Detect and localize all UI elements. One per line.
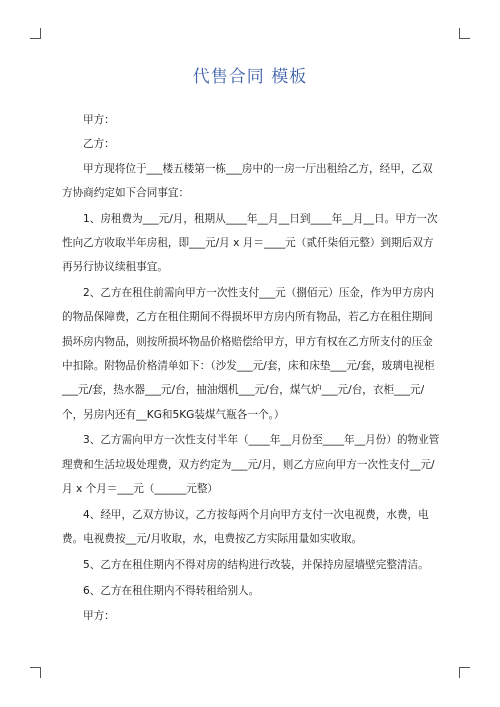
corner-mark-top-right [459, 28, 470, 39]
corner-mark-bottom-left [30, 667, 41, 678]
clause-4: 4、经甲，乙双方协议，乙方按每两个月向甲方支付一次电视费，水费，电费。电视费按__元/月收取，水，电费按乙方实际用量如实收取。 [62, 508, 429, 546]
corner-mark-top-left [30, 28, 41, 39]
party-b-line: 乙方： [83, 138, 115, 151]
corner-mark-bottom-right [459, 667, 470, 678]
closing-party-a: 甲方： [83, 610, 115, 623]
clause-6: 6、乙方在租住期内不得转租给别人。 [83, 584, 260, 597]
intro-paragraph: 甲方现将位于___楼五楼第一栋___房中的一房一厅出租给乙方，经甲，乙双方协商约定如下合同事宜： [62, 162, 433, 199]
clause-1: 1、房租费为___元/月，租期从____年__月__日到____年__月__日。甲方一次性向乙方收取半年房租，即___元/月 x 月＝____元（贰仟柒佰元整）到期后双方再另行协议续租事宜。 [62, 212, 438, 274]
party-a-line: 甲方： [83, 114, 115, 126]
document-body [62, 108, 442, 629]
clause-5: 5、乙方在租住期内不得对房的结构进行改装，并保持房屋墙壁完整清洁。 [83, 558, 429, 571]
clause-3: 3、乙方需向甲方一次性支付半年（____年__月份至____年__月份）的物业管理费和生活垃圾处理费，双方约定为___元/月，则乙方应向甲方一次性支付__元/月 x 个月＝___元（______元整） [62, 434, 440, 495]
clause-2: 2、乙方在租住前需向甲方一次性支付___元（捌佰元）压金，作为甲方房内的物品保障费，乙方在租住期间不得损坏甲方房内所有物品，若乙方在租住期间损坏房内物品，则按所损坏物品价格赔偿给甲方，甲方有权在乙方所支付的压金中扣除。附物品价格清单如下：（沙发___元/套，床和床垫___元/套，玻璃电视柜___元/套，热水器___元/台，抽油烟机___元/台，煤气炉___元/台，衣柜___元/个，另房内还有__KG和5KG装煤气瓶各一个。） [62, 287, 435, 421]
document-title: 代售合同 模板 [192, 67, 308, 87]
